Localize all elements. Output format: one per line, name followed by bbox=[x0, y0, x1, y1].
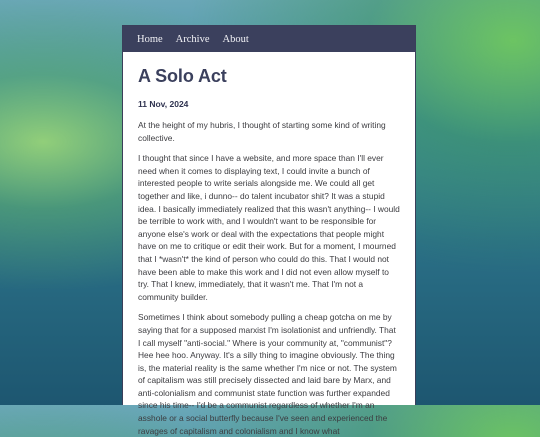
post-paragraph: I thought that since I have a website, and more space than I'll ever need when it comes to displaying text, I could invite a bunch of interested people to write serials alongside me. We could all get together and like, i dunno-- do talent incubator shit? It was a stupid idea. I basically immediately realized that this wasn't anything-- I would be terrible to work with, and I wouldn't want to be responsible for anyone else's work or deal with the expectations that people might have on me to critique or edit their work. But for a moment, I mourned that I *wasn't* the kind of person who could do this. That I would not have been able to make this work and I did not even allow myself to try. That I knew, immediately, that it wasn't me. That I'm not a community builder. bbox=[138, 153, 400, 302]
top-nav bbox=[123, 26, 415, 52]
nav-home-link[interactable]: Home bbox=[137, 33, 163, 45]
nav-archive-link[interactable]: Archive bbox=[175, 33, 210, 45]
post-paragraph: Sometimes I think about somebody pulling a cheap gotcha on me by saying that for a supposed marxist I'm isolationist and unfriendly. That I call myself "anti-social." Where is your community at, "communist"? Hee hee hoo. Anyway. It's a silly thing to imagine obviously. The thing is, the material reality is the same whether I'm nice or not. The system of capitalism was still precisely dissected and laid bare by Marx, and anti-colonialism and communist state function was further expanded since his time-- I'd be a communist regardless of whether I'm an asshole or a social butterfly because I've seen and experienced the ravages of capitalism and colonialism and I know what bbox=[138, 312, 397, 436]
post-paragraph: At the height of my hubris, I thought of starting some kind of writing collective. bbox=[138, 120, 386, 143]
post-title: A Solo Act bbox=[138, 66, 227, 86]
post-date: 11 Nov, 2024 bbox=[138, 99, 189, 109]
nav-about-link[interactable]: About bbox=[222, 33, 249, 45]
blog-panel bbox=[122, 25, 416, 436]
post-content bbox=[123, 52, 415, 437]
